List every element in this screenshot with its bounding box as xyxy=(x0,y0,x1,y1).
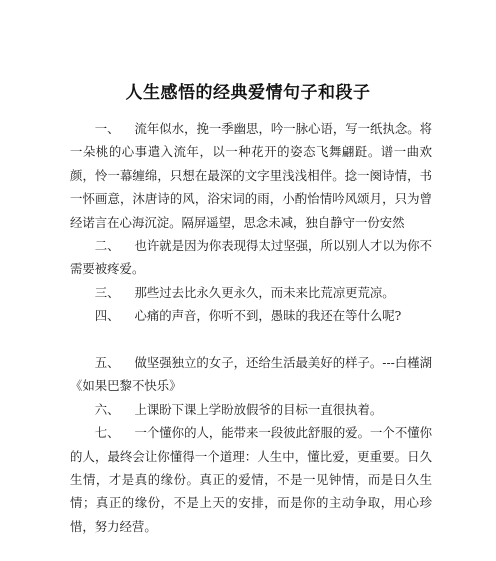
paragraph-number: 四、 xyxy=(94,308,120,324)
paragraph-2 xyxy=(70,234,432,281)
blank-line xyxy=(70,328,432,351)
paragraph-text: 上课盼下课上学盼放假爷的目标一直很执着。 xyxy=(134,401,383,417)
paragraph-text: 也许就是因为你表现得太过坚强，所以别人才以为你不需要被疼爱。 xyxy=(70,238,432,277)
paragraph-text: 一个懂你的人，能带来一段彼此舒服的爱。一个不懂你的人，最终会让你懂得一个道理：人生中，懂比爱，更重要。日久生情，才是真的缘份。真正的爱情，不是一见钟情，而是日久生情；真正的缘份，不是上天的安排，而是你的主动争取，用心珍惜，努力经营。 xyxy=(70,425,432,534)
paragraph-text: 那些过去比永久更永久，而未来比荒凉更荒凉。 xyxy=(134,284,395,300)
paragraph-text: 心痛的声音，你听不到，愚昧的我还在等什么呢? xyxy=(134,308,402,324)
paragraph-number: 三、 xyxy=(94,284,120,300)
paragraph-3 xyxy=(70,281,432,304)
paragraph-text: 流年似水，挽一季幽思，吟一脉心语，写一纸执念。将一朵桃的心事遣入流年，以一种花开的姿态飞舞翩跹。谱一曲欢颜，怜一幕缠绵，只想在最深的文字里浅浅相伴。捻一阕诗情，书一怀画意，沐唐诗的风，浴宋词的雨，小酌怡情吟风颂月，只为曾经诺言在心海沉淀。隔屏遥望，思念未减，独自静守一份安然 xyxy=(70,121,432,230)
paragraph-6 xyxy=(70,398,432,421)
paragraph-number: 一、 xyxy=(94,121,120,136)
paragraph-7 xyxy=(70,421,432,538)
paragraph-number: 七、 xyxy=(94,425,120,441)
paragraph-number: 二、 xyxy=(94,238,120,254)
paragraph-number: 五、 xyxy=(94,355,120,371)
paragraph-4 xyxy=(70,304,432,327)
document-body xyxy=(70,117,432,538)
paragraph-number: 六、 xyxy=(94,401,120,417)
paragraph-text: 做坚强独立的女子，还给生活最美好的样子。---白槿湖《如果巴黎不快乐》 xyxy=(70,355,433,394)
paragraph-5 xyxy=(70,351,432,398)
paragraph-1 xyxy=(70,117,432,234)
document-title: 人生感悟的经典爱情句子和段子 xyxy=(125,83,371,103)
